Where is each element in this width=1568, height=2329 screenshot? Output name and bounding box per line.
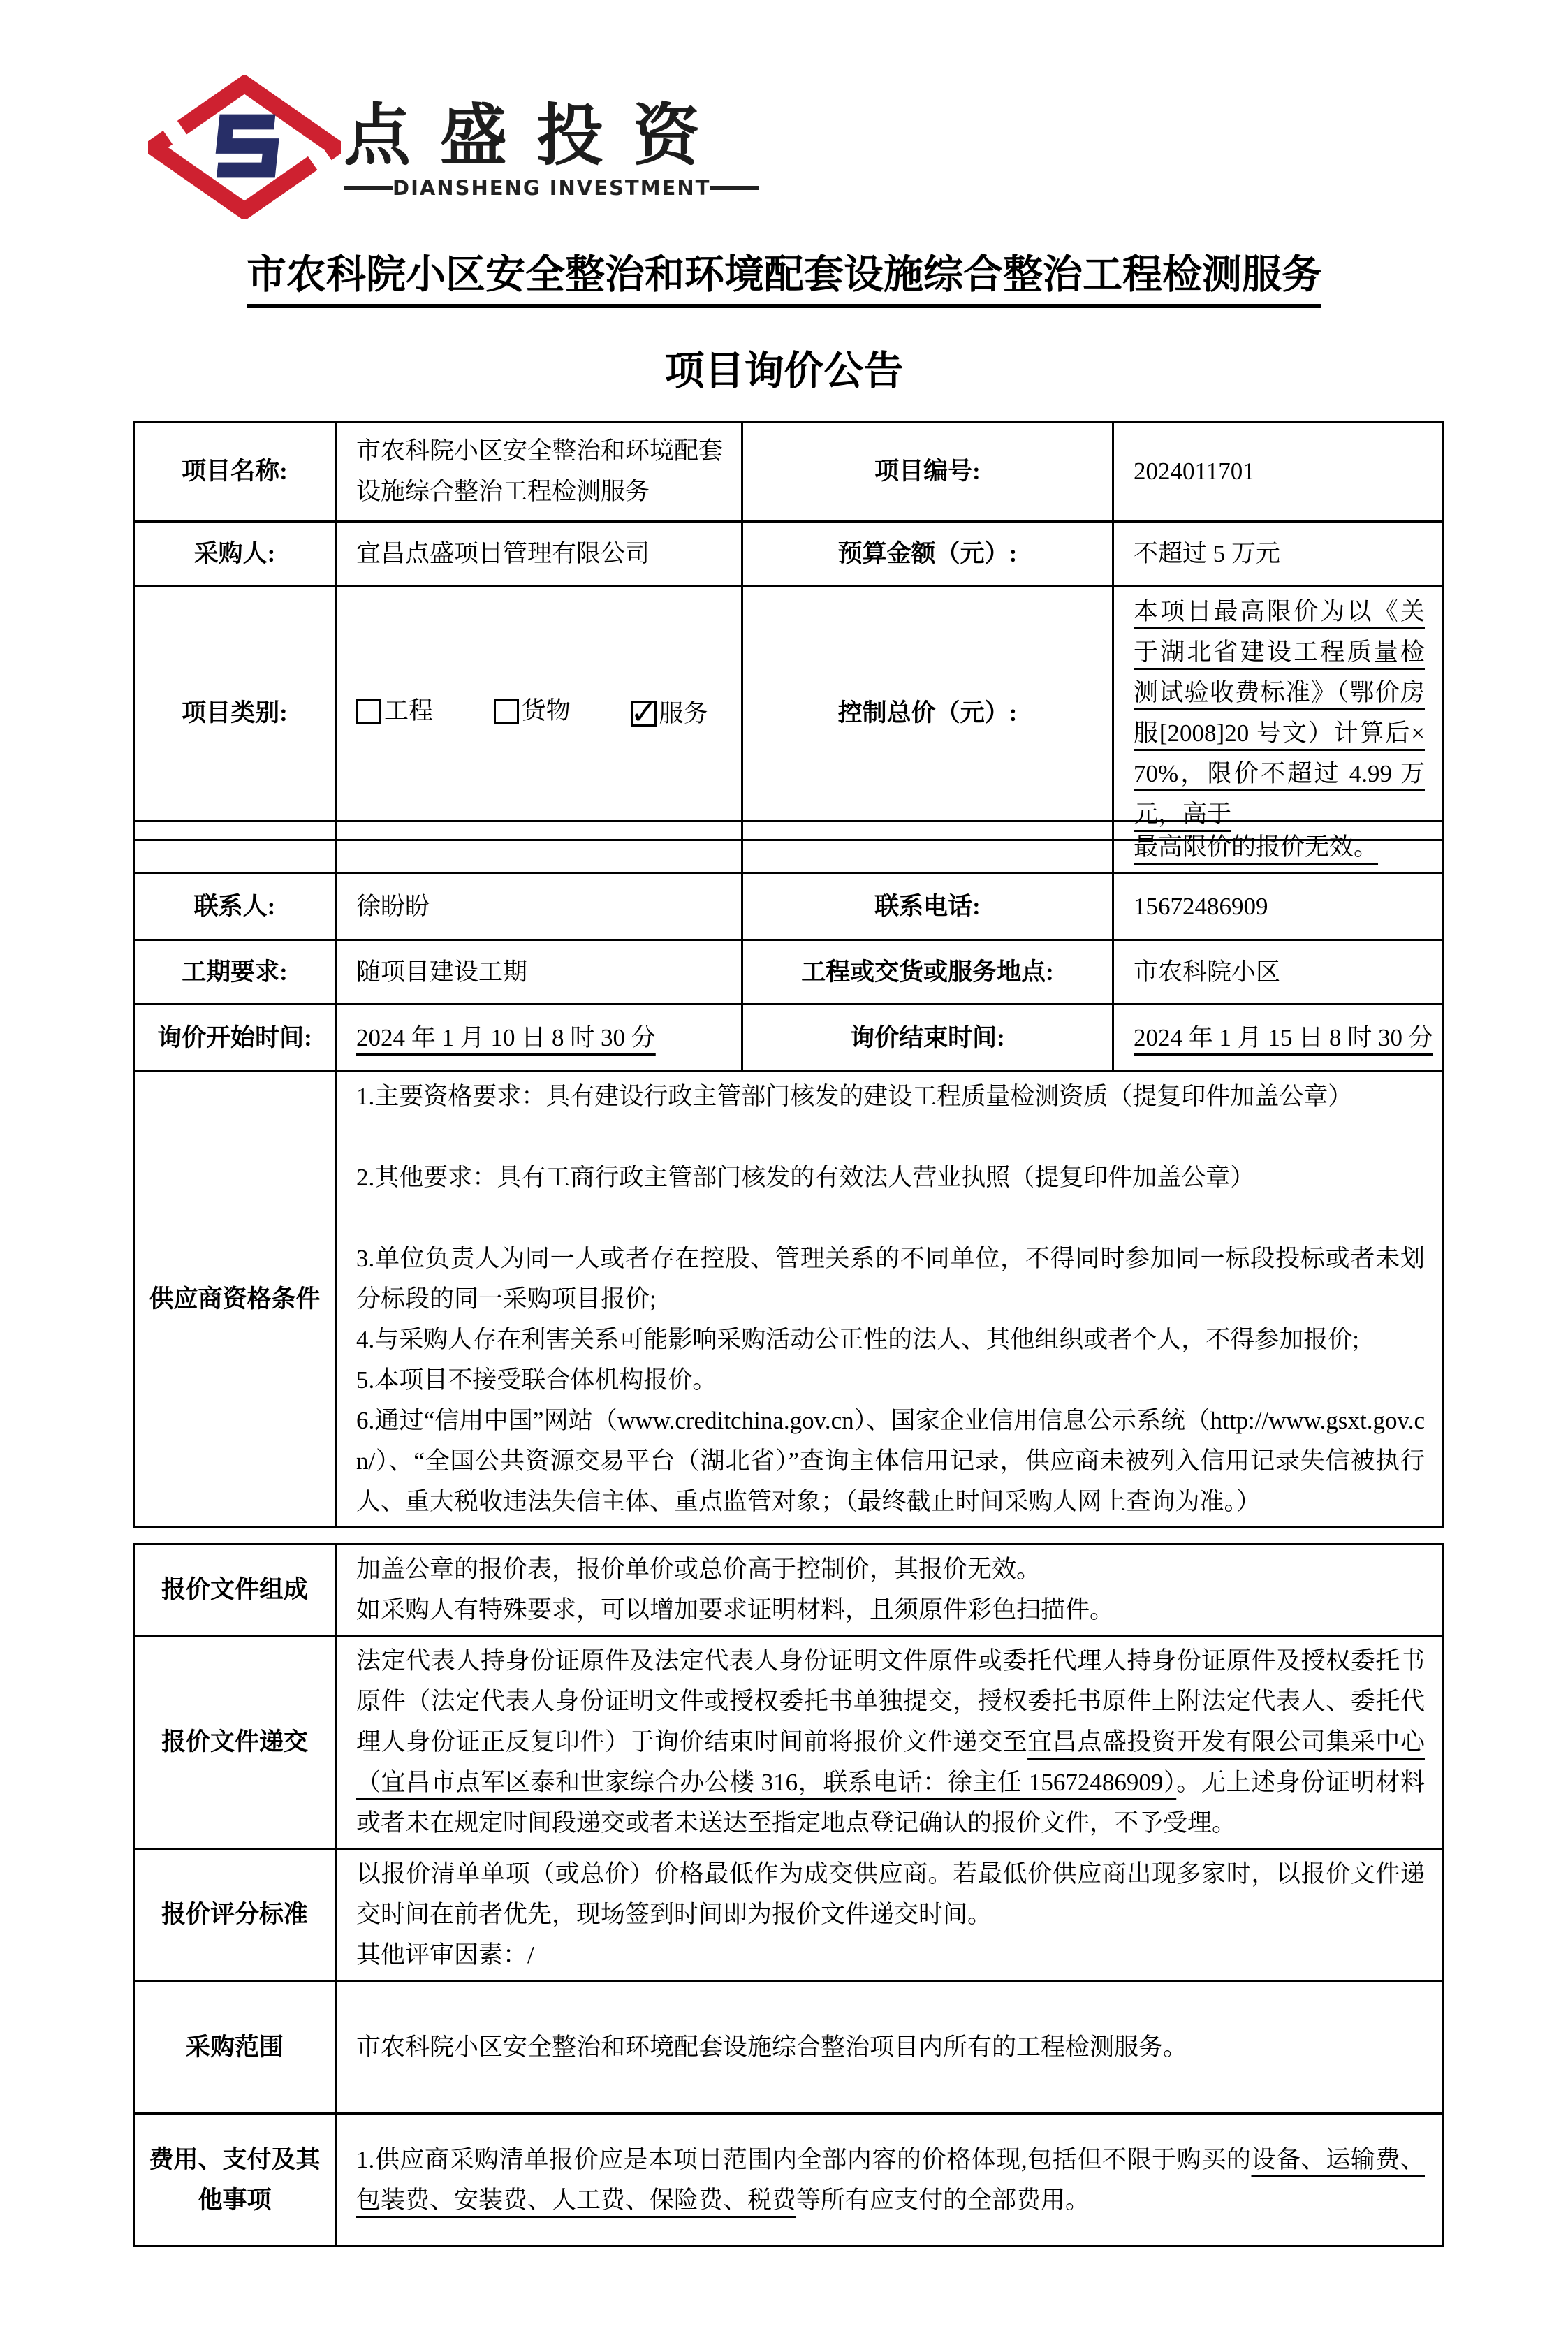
empty-cell	[336, 822, 742, 873]
budget-value: 不超过 5 万元	[1113, 522, 1443, 587]
contact-person-label: 联系人:	[134, 873, 336, 940]
construction-period-label: 工期要求:	[134, 940, 336, 1005]
contact-phone-value: 15672486909	[1113, 873, 1443, 940]
project-category-value	[336, 587, 742, 840]
brand-dash-left	[344, 186, 393, 190]
fees-and-payment-text	[356, 2140, 1425, 2221]
budget-label: 预算金额（元）:	[742, 522, 1113, 587]
submission-text-pre: 法定代表人持身份证原件及法定代表人身份证明文件原件或委托代理人持身份证原件及授权委托书原件（法定代表人身份证明文件或授权委托书单独提交，授权委托书原件上附法定代表人、委托代理人身份证正反复印件）于询价结束时间前将报价文件递交至	[356, 1647, 1425, 1755]
checkbox-fuwu[interactable]: ✓	[630, 693, 657, 731]
scoring-criteria-label: 报价评分标准	[134, 1849, 336, 1981]
purchaser-label: 采购人:	[134, 522, 336, 587]
control-price-label: 控制总价（元）:	[742, 587, 1113, 840]
logo-diamond-icon	[148, 75, 341, 219]
scoring-criteria-line: 以报价清单单项（或总价）价格最低作为成交供应商。若最低价供应商出现多家时，以报价文件递交时间在前者优先，现场签到时间即为报价文件递交时间。	[356, 1860, 1425, 1928]
document-title	[0, 251, 1568, 299]
checkbox-group-gongcheng	[356, 691, 433, 731]
qualification-item: 5.本项目不接受联合体机构报价。	[356, 1366, 717, 1394]
table-row	[134, 2114, 1443, 2247]
control-price-text: 本项目最高限价为以《关于湖北省建设工程质量检测试验收费标准》（鄂价房服[2008]20 号文）计算后×70%，限价不超过 4.99 万元，高于	[1134, 598, 1425, 828]
project-name-value: 市农科院小区安全整治和环境配套设施综合整治工程检测服务	[336, 422, 742, 522]
table-row	[134, 1005, 1443, 1072]
checkbox-gongcheng[interactable]	[356, 699, 381, 724]
document-subtitle: 项目询价公告	[664, 349, 904, 393]
project-category-label: 项目类别:	[134, 587, 336, 840]
brand-dash-right	[710, 186, 759, 190]
fees-and-payment-value	[336, 2114, 1443, 2247]
project-number-label: 项目编号:	[742, 422, 1113, 522]
table-row	[134, 940, 1443, 1005]
contact-phone-label: 联系电话:	[742, 873, 1113, 940]
brand-name-en-row	[344, 176, 739, 200]
contact-person-value: 徐盼盼	[336, 873, 742, 940]
table-row	[134, 822, 1443, 873]
qualification-item: 4.与采购人存在利害关系可能影响采购活动公正性的法人、其他组织或者个人，不得参加报价;	[356, 1326, 1359, 1353]
fees-and-payment-label: 费用、支付及其他事项	[134, 2114, 336, 2247]
checkbox-label-huowu: 货物	[521, 696, 571, 724]
project-number-value: 2024011701	[1113, 422, 1443, 522]
inquiry-end-value	[1113, 1005, 1443, 1072]
checkbox-huowu[interactable]	[494, 699, 519, 724]
submission-text-post: 。无上述身份证明材料或者未在规定时间段递交或者未送达至指定地点登记确认的报价文件，不予受理。	[356, 1769, 1425, 1837]
contact-and-schedule-table	[133, 820, 1444, 1528]
procurement-scope-value: 市农科院小区安全整治和环境配套设施综合整治项目内所有的工程检测服务。	[336, 1981, 1443, 2114]
quotation-rules-table	[133, 1543, 1444, 2247]
quotation-documents-label: 报价文件组成	[134, 1545, 336, 1636]
control-price-value	[1113, 587, 1443, 840]
project-info-table	[133, 421, 1444, 841]
quotation-documents-line: 如采购人有特殊要求，可以增加要求证明材料，且须原件彩色扫描件。	[356, 1596, 1115, 1623]
project-name-label: 项目名称:	[134, 422, 336, 522]
table-row	[134, 1849, 1443, 1981]
checkbox-label-fuwu: 服务	[659, 699, 708, 727]
document-title-text: 市农科院小区安全整治和环境配套设施综合整治工程检测服务	[247, 253, 1321, 308]
inquiry-start-text: 2024 年 1 月 10 日 8 时 30 分	[356, 1023, 656, 1051]
table-row	[134, 422, 1443, 522]
procurement-scope-label: 采购范围	[134, 1981, 336, 2114]
table-row	[134, 522, 1443, 587]
qualification-item: 6.通过“信用中国”网站（www.creditchina.gov.cn）、国家企业信用信息公示系统（http://www.gsxt.gov.cn/）、“全国公共资源交易平台（湖北省）”查询主体信用记录，供应商未被列入信用记录失信被执行人、重大税收违法失信主体、重点监管对象；（最终截止时间采购人网上查询为准。）	[356, 1407, 1425, 1515]
quotation-submission-value	[336, 1636, 1443, 1849]
table-row	[134, 873, 1443, 940]
supplier-qualification-value	[336, 1072, 1443, 1528]
quotation-documents-line: 加盖公章的报价表，报价单价或总价高于控制价，其报价无效。	[356, 1556, 1041, 1583]
service-location-label: 工程或交货或服务地点:	[742, 940, 1113, 1005]
quotation-documents-value	[336, 1545, 1443, 1636]
fees-text-post: 等所有应支付的全部费用。	[796, 2186, 1090, 2214]
qualification-item: 2.其他要求：具有工商行政主管部门核发的有效法人营业执照（提复印件加盖公章）	[356, 1164, 1255, 1191]
checkbox-group-huowu	[494, 691, 571, 731]
submission-address-underlined: 宜昌点盛投资开发有限公司集采中心（宜昌市点军区泰和世家综合办公楼 316，联系电话：徐主任 15672486909）	[356, 1728, 1425, 1796]
qualification-item: 3.单位负责人为同一人或者存在控股、管理关系的不同单位，不得同时参加同一标段投标或者未划分标段的同一采购项目报价;	[356, 1245, 1425, 1313]
inquiry-start-label: 询价开始时间:	[134, 1005, 336, 1072]
fees-underlined: 设备、运输费、包装费、安装费、人工费、保险费、税费	[356, 2145, 1425, 2214]
control-price-continued-text: 最高限价的报价无效。	[1134, 833, 1379, 861]
brand-name-cn: 点盛投资	[344, 96, 729, 175]
logo-monogram-s-icon	[217, 122, 274, 170]
empty-cell	[134, 822, 336, 873]
inquiry-end-label: 询价结束时间:	[742, 1005, 1113, 1072]
quotation-submission-text	[356, 1641, 1425, 1844]
purchaser-value: 宜昌点盛项目管理有限公司	[336, 522, 742, 587]
table-row	[134, 587, 1443, 840]
table-row	[134, 1072, 1443, 1528]
qualification-item: 1.主要资格要求：具有建设行政主管部门核发的建设工程质量检测资质（提复印件加盖公章）	[356, 1083, 1353, 1110]
inquiry-end-text: 2024 年 1 月 15 日 8 时 30 分	[1134, 1023, 1433, 1051]
checkbox-label-gongcheng: 工程	[384, 696, 434, 724]
table-row	[134, 1981, 1443, 2114]
checkbox-group-fuwu	[631, 694, 708, 734]
other-review-factors-line: 其他评审因素：/	[356, 1941, 534, 1969]
empty-cell	[742, 822, 1113, 873]
inquiry-start-value	[336, 1005, 742, 1072]
construction-period-value: 随项目建设工期	[336, 940, 742, 1005]
supplier-qualification-label: 供应商资格条件	[134, 1072, 336, 1528]
table-row	[134, 1636, 1443, 1849]
quotation-submission-label: 报价文件递交	[134, 1636, 336, 1849]
control-price-continued	[1113, 822, 1443, 873]
fees-text-pre: 1.供应商采购清单报价应是本项目范围内全部内容的价格体现,包括但不限于购买的	[356, 2145, 1252, 2173]
table-row	[134, 1545, 1443, 1636]
service-location-value: 市农科院小区	[1113, 940, 1443, 1005]
brand-name-en: DIANSHENG INVESTMENT	[393, 176, 711, 200]
scoring-criteria-value	[336, 1849, 1443, 1981]
